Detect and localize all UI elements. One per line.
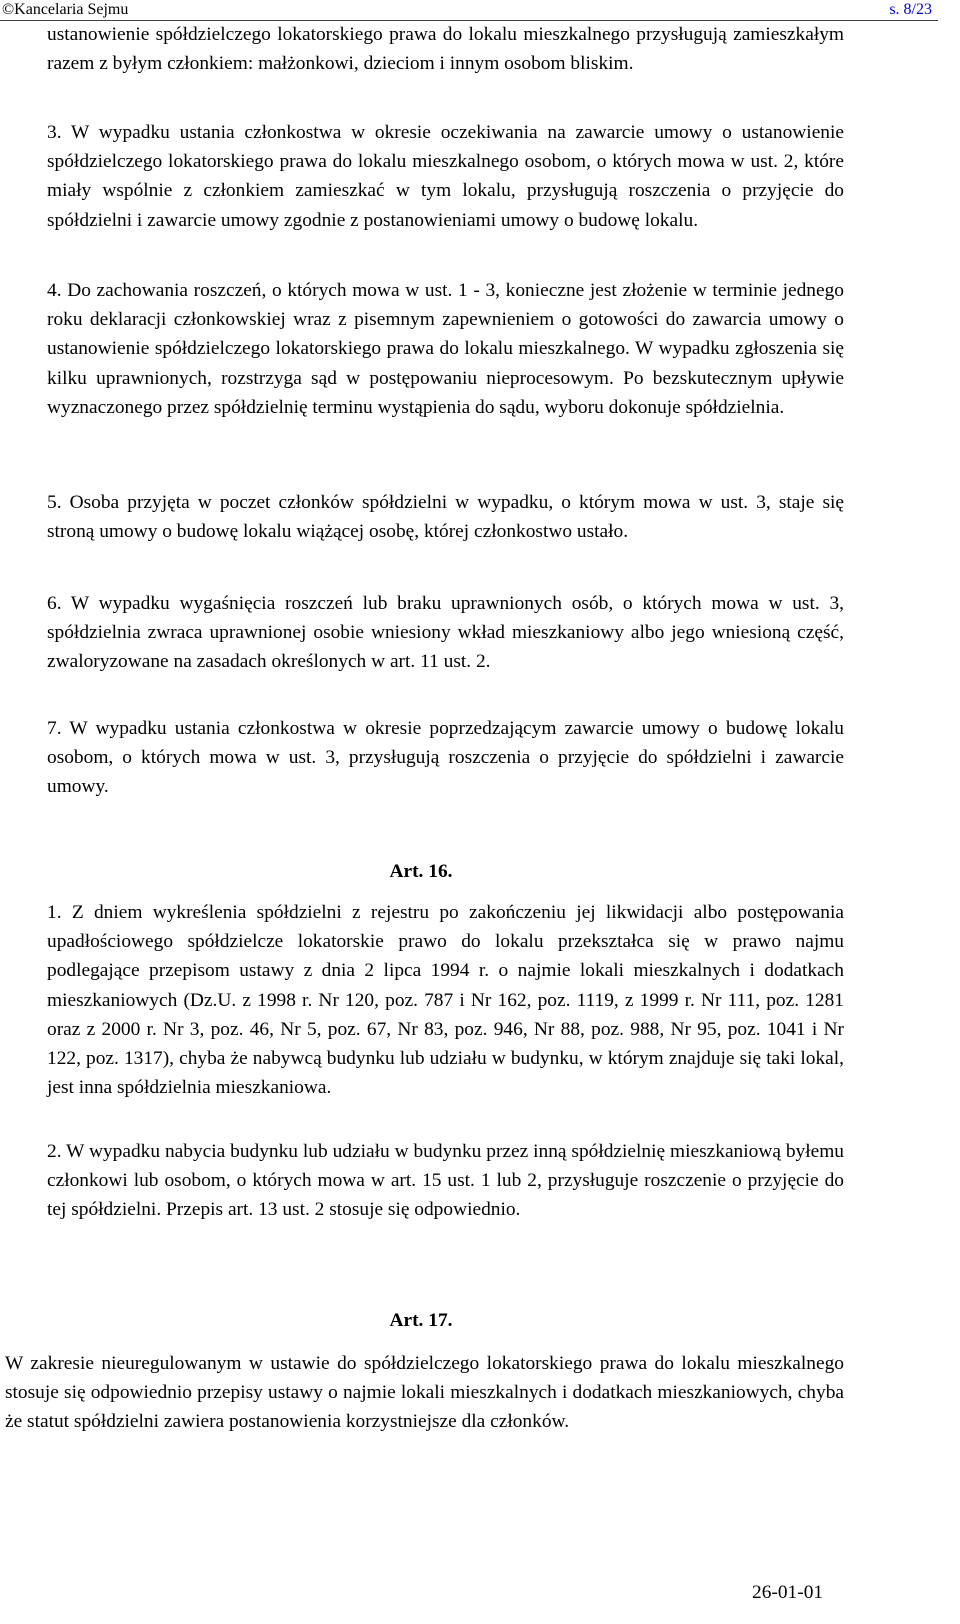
article-16-heading: Art. 16. (389, 861, 453, 882)
article-17-text: W zakresie nieuregulowanym w ustawie do spółdzielczego lokatorskiego prawa do lokalu mieszkalnego stosuje się odpowiednio przepisy ustawy o najmie lokali mieszkalnych i dodatkach mieszkaniowych, chyba że statut spółdzielni zawiera postanowienia korzystniejsze dla członków. (5, 1353, 844, 1433)
paragraph-6: 6. W wypadku wygaśnięcia roszczeń lub braku uprawnionych osób, o których mowa w ust. 3, spółdzielnia zwraca uprawnionej osobie wniesiony wkład mieszkaniowy albo jego wniesioną część, zwaloryzowane na zasadach określonych w art. 11 ust. 2. (47, 593, 844, 673)
page-number: s. 8/23 (889, 1, 932, 18)
paragraph-2-continuation: ustanowienie spółdzielczego lokatorskiego prawa do lokalu mieszkalnego przysługują zamieszkałym razem z byłym członkiem: małżonkowi, dzieciom i innym osobom bliskim. (47, 24, 844, 75)
page-header (0, 0, 960, 22)
source-label: ©Kancelaria Sejmu (2, 1, 129, 18)
article-16-paragraph-1: 1. Z dniem wykreślenia spółdzielni z rejestru po zakończeniu jej likwidacji albo postępowania upadłościowego spółdzielcze lokatorskie prawo do lokalu przekształca się w prawo najmu podlegające przepisom ustawy z dnia 2 lipca 1994 r. o najmie lokali mieszkalnych i dodatkach mieszkaniowych (Dz.U. z 1998 r. Nr 120, poz. 787 i Nr 162, poz. 1119, z 1999 r. Nr 111, poz. 1281 oraz z 2000 r. Nr 3, poz. 46, Nr 5, poz. 67, Nr 83, poz. 946, Nr 88, poz. 988, Nr 95, poz. 1041 i Nr 122, poz. 1317), chyba że nabywcą budynku lub udziału w budynku, w którym znajduje się taki lokal, jest inna spółdzielnia mieszkaniowa. (47, 902, 844, 1099)
footer-date: 26-01-01 (752, 1582, 824, 1603)
paragraph-7: 7. W wypadku ustania członkostwa w okresie poprzedzającym zawarcie umowy o budowę lokalu osobom, o których mowa w ust. 3, przysługują roszczenia o przyjęcie do spółdzielni i zawarcie umowy. (47, 718, 844, 798)
article-16-paragraph-2: 2. W wypadku nabycia budynku lub udziału w budynku przez inną spółdzielnię mieszkaniową byłemu członkowi lub osobom, o których mowa w art. 15 ust. 1 lub 2, przysługuje roszczenie o przyjęcie do tej spółdzielni. Przepis art. 13 ust. 2 stosuje się odpowiednio. (47, 1141, 844, 1221)
paragraph-4: 4. Do zachowania roszczeń, o których mowa w ust. 1 - 3, konieczne jest złożenie w terminie jednego roku deklaracji członkowskiej wraz z pisemnym zapewnieniem o gotowości do zawarcia umowy o ustanowienie spółdzielczego lokatorskiego prawa do lokalu mieszkalnego. W wypadku zgłoszenia się kilku uprawnionych, rozstrzyga sąd w postępowaniu nieprocesowym. Po bezskutecznym upływie wyznaczonego przez spółdzielnię terminu wystąpienia do sądu, wyboru dokonuje spółdzielnia. (47, 280, 844, 418)
paragraph-3: 3. W wypadku ustania członkostwa w okresie oczekiwania na zawarcie umowy o ustanowienie spółdzielczego lokatorskiego prawa do lokalu mieszkalnego osobom, o których mowa w ust. 2, które miały wspólnie z członkiem zamieszkać w tym lokalu, przysługują roszczenia o przyjęcie do spółdzielni i zawarcie umowy zgodnie z postanowieniami umowy o budowę lokalu. (47, 122, 844, 231)
paragraph-5: 5. Osoba przyjęta w poczet członków spółdzielni w wypadku, o którym mowa w ust. 3, staje się stroną umowy o budowę lokalu wiążącej osobę, której członkostwo ustało. (47, 492, 844, 543)
article-17-heading: Art. 17. (389, 1310, 453, 1331)
